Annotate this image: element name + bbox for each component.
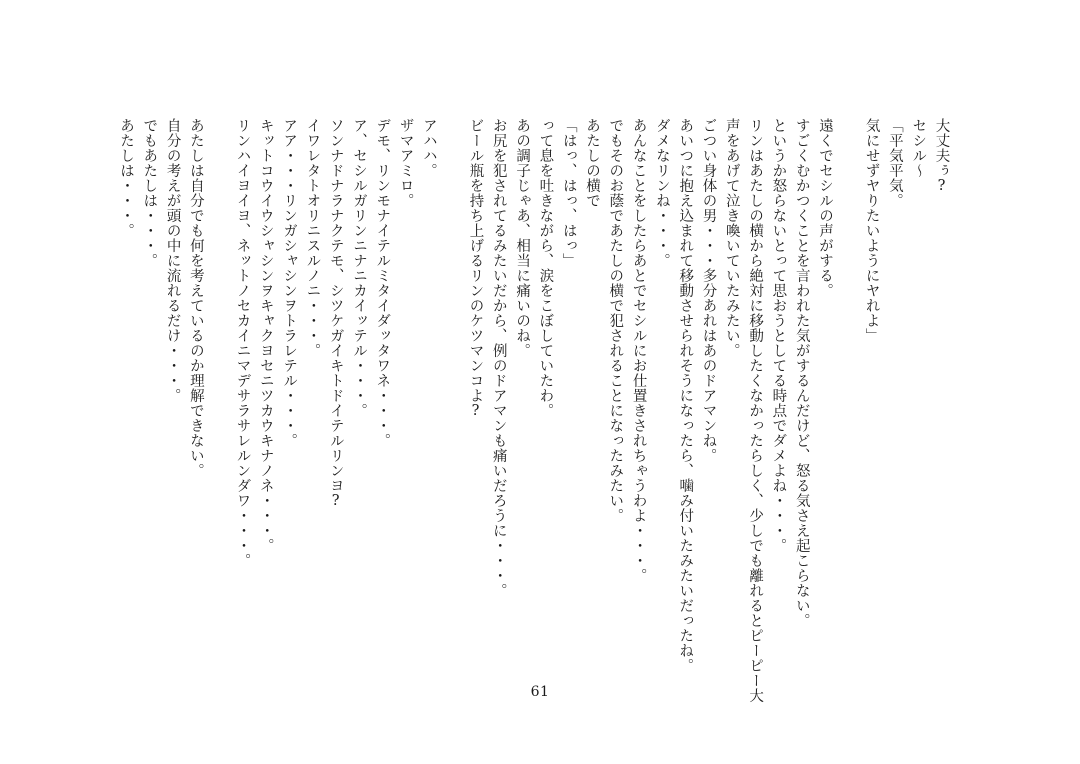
text-line: あの調子じゃあ、相当に痛いのね。 bbox=[514, 118, 531, 358]
text-line: でもあたしは・・・。 bbox=[141, 118, 158, 268]
text-line: あたしは自分でも何を考えているのか理解できない。 bbox=[187, 118, 204, 478]
text-line: 「平気平気。 bbox=[886, 118, 903, 208]
page-number: 61 bbox=[530, 684, 550, 700]
text-line: リンハイヨイヨ、ネットノセカイニマデサラサレルンダワ・・・。 bbox=[234, 118, 251, 568]
text-line: お尻を犯されてるみたいだから、例のドアマンも痛いだろうに・・・。 bbox=[490, 118, 507, 598]
text-line: すごくむかつくことを言われた気がするんだけど、怒る気さえ起こらない。 bbox=[793, 118, 810, 628]
text-line: ソンナドナラナクテモ、シツケガイキトドイテルリンヨ? bbox=[327, 118, 344, 510]
text-line: あんなことをしたらあとでセシルにお仕置きされちゃうわよ・・・。 bbox=[630, 118, 647, 583]
text-line: ビール瓶を持ち上げるリンのケツマンコよ? bbox=[467, 118, 484, 420]
text-line: イワレタトオリニスルノニ・・・。 bbox=[304, 118, 321, 358]
text-line: セシル〜 bbox=[910, 118, 927, 178]
text-line: アハハ。 bbox=[420, 118, 437, 178]
text-line: 気にせずヤりたいようにヤれよ」 bbox=[863, 118, 880, 343]
text-line: 自分の考えが頭の中に流れるだけ・・・。 bbox=[164, 118, 181, 403]
text-line: キットコウイウシャシンヲキャクヨセニツカウキナノネ・・・。 bbox=[257, 118, 274, 553]
text-line: ザマアミロ。 bbox=[397, 118, 414, 208]
text-line: って息を吐きながら、涙をこぼしていたわ。 bbox=[537, 118, 554, 418]
text-line: 遠くでセシルの声がする。 bbox=[817, 118, 833, 298]
text-line: ごつい身体の男・・・多分あれはあのドアマンね。 bbox=[700, 118, 717, 463]
text-line: 大丈夫ぅ? bbox=[933, 118, 950, 195]
text-line: でもそのお蔭であたしの横で犯されることになったみたい。 bbox=[607, 118, 624, 523]
text-line: リンはあたしの横から絶対に移動したくなかったらしく、少しでも離れるとピーピー大 bbox=[747, 118, 764, 703]
text-line: 「はっ、はっ、はっ」 bbox=[560, 118, 577, 268]
text-line: あたしは・・・。 bbox=[118, 118, 134, 238]
text-line: ア、セシルガリンニナニカイッテル・・・。 bbox=[351, 118, 367, 418]
text-line: ダメなリンね・・・。 bbox=[653, 118, 670, 268]
text-line: デモ、リンモナイテルミタイダッタワネ・・・。 bbox=[374, 118, 391, 448]
text-line: というか怒らないとって思おうとしてる時点でダメよね・・・。 bbox=[770, 118, 787, 553]
text-line: アア・・・リンガシャシンヲトラレテル・・・。 bbox=[281, 118, 298, 448]
text-line: あたしの横で bbox=[584, 118, 600, 208]
text-line: あいつに抱え込まれて移動させられそうになったら、噛み付いたみたいだったね。 bbox=[677, 118, 694, 673]
text-line: 声をあげて泣き喚いていたみたい。 bbox=[723, 118, 740, 358]
